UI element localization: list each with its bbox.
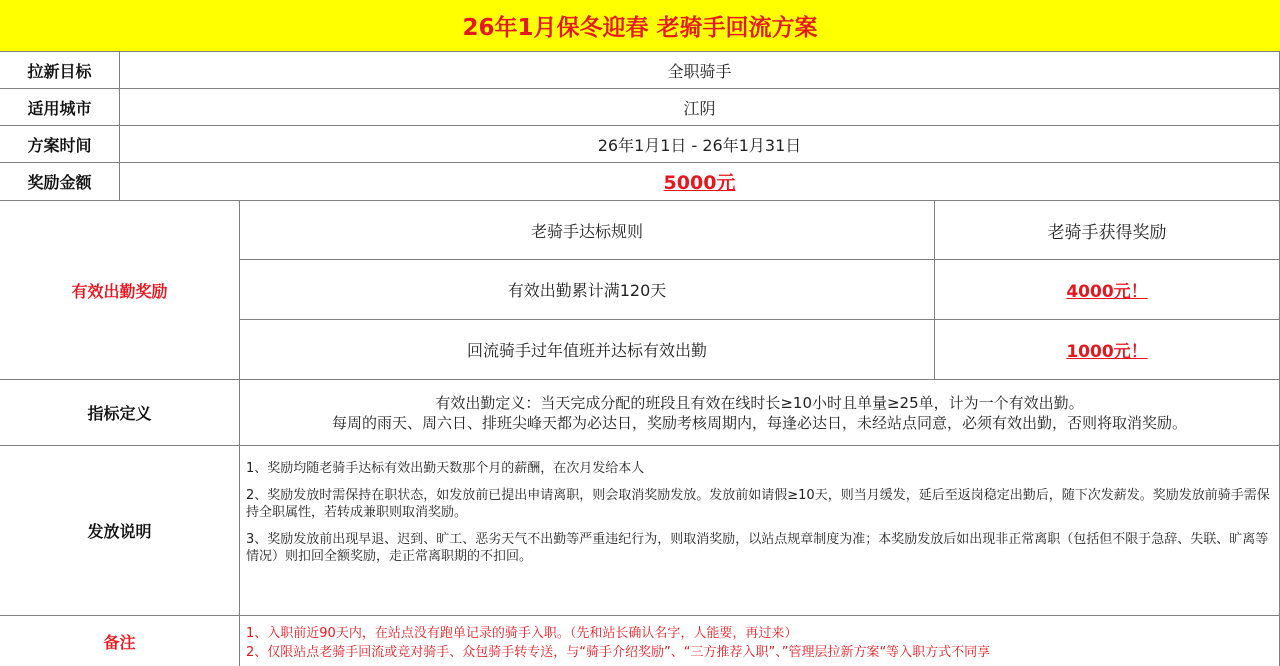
page-title: 26年1月保冬迎春 老骑手回流方案 [0, 0, 1280, 52]
row-label-city: 适用城市 [0, 89, 120, 126]
payout-label: 发放说明 [0, 446, 240, 616]
header-rule: 老骑手达标规则 [240, 201, 935, 260]
row-value-period: 26年1月1日 - 26年1月31日 [120, 126, 1280, 163]
reward-amount-1: 4000元！ [1066, 282, 1148, 302]
row-label-period: 方案时间 [0, 126, 120, 163]
definition-line-2: 每周的雨天、周六日、排班尖峰天都为必达日，奖励考核周期内，每逢必达日，未经站点同意，必须有效出勤，否则将取消奖励。 [331, 413, 1187, 432]
reward-amount-2: 1000元！ [1066, 342, 1148, 362]
rule-row-2: 回流骑手过年值班并达标有效出勤 [240, 320, 935, 380]
header-reward: 老骑手获得奖励 [935, 201, 1280, 260]
notes-label: 备注 [0, 616, 240, 666]
definition-line-1: 有效出勤定义：当天完成分配的班段且有效在线时长≥10小时且单量≥25单，计为一个有效出勤。 [435, 393, 1084, 412]
reward-row-2 [935, 320, 1280, 380]
payout-item-1: 1、奖励均随老骑手达标有效出勤天数那个月的薪酬，在次月发给本人 [246, 461, 645, 476]
note-item-2: 2、仅限站点老骑手回流或竞对骑手、众包骑手转专送，与“骑手介绍奖励”、“三方推荐入职”、”管理层拉新方案“等入职方式不同享 [246, 645, 991, 660]
row-label-amount: 奖励金额 [0, 163, 120, 201]
payout-text [240, 446, 1280, 616]
definition-label: 指标定义 [0, 380, 240, 446]
definition-text [240, 380, 1280, 446]
attendance-section-label: 有效出勤奖励 [0, 201, 240, 380]
reward-total: 5000元 [663, 172, 736, 194]
payout-item-3: 3、奖励发放前出现早退、迟到、旷工、恶劣天气不出勤等严重违纪行为，则取消奖励，以站点规章制度为准；本奖励发放后如出现非正常离职（包括但不限于急辞、失联、旷离等情况）则扣回全额奖励，走正常离职期的不扣回。 [246, 532, 1269, 564]
notes-text [240, 616, 1280, 666]
note-item-1: 1、入职前近90天内，在站点没有跑单记录的骑手入职。（先和站长确认名字，人能要，再过来） [246, 626, 798, 641]
reward-row-1 [935, 260, 1280, 320]
row-value-city: 江阴 [120, 89, 1280, 126]
row-label-target: 拉新目标 [0, 52, 120, 89]
payout-item-2: 2、奖励发放时需保持在职状态，如发放前已提出申请离职，则会取消奖励发放。发放前如请假≥10天，则当月缓发，延后至返岗稳定出勤后，随下次发薪发。奖励发放前骑手需保持全职属性，若转成兼职则取消奖励。 [246, 488, 1270, 520]
rule-row-1: 有效出勤累计满120天 [240, 260, 935, 320]
row-value-amount [120, 163, 1280, 201]
row-value-target: 全职骑手 [120, 52, 1280, 89]
